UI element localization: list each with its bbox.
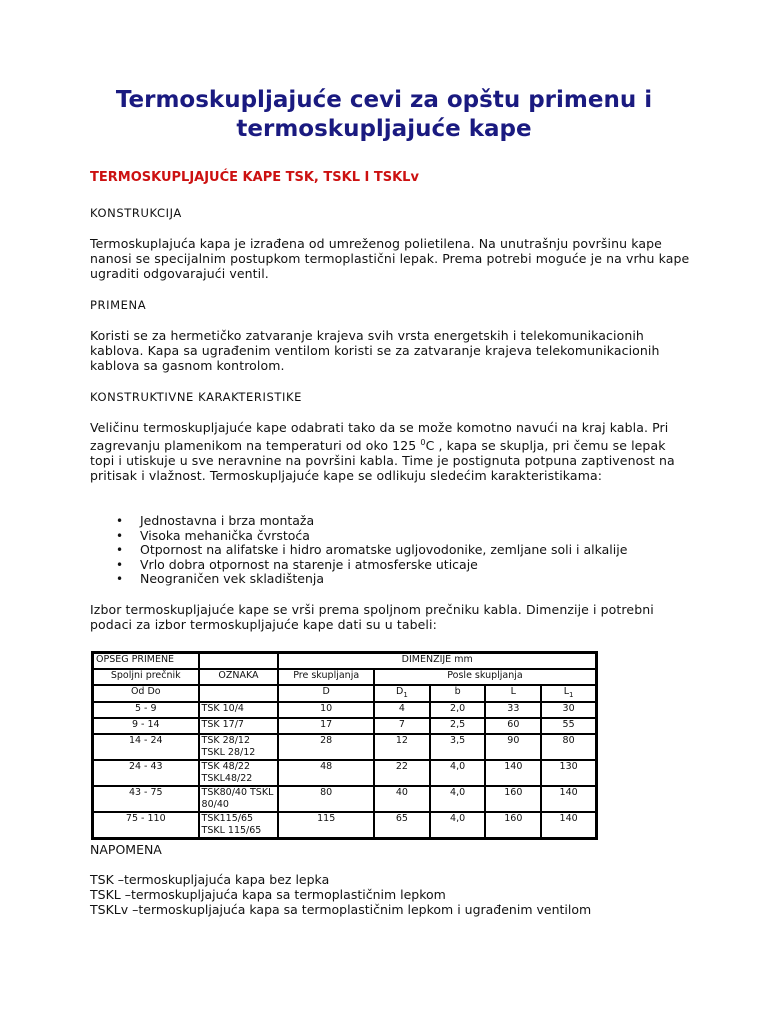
header-L: L (485, 685, 541, 702)
page-title (60, 86, 708, 144)
header-L1 (541, 685, 596, 702)
header-od-do: Od Do (93, 685, 199, 702)
header-pre: Pre skupljanja (278, 669, 374, 685)
cell-range: 43 - 75 (93, 786, 199, 812)
header-b: b (430, 685, 486, 702)
cell-l: 33 (485, 702, 541, 718)
cell-l1: 80 (541, 734, 596, 760)
header-D1-letter: D (395, 686, 404, 697)
cell-oznaka: TSK 48/22 TSKL48/22 (199, 760, 279, 786)
cell-d: 115 (278, 812, 374, 838)
dimensions-table (91, 651, 598, 840)
cell-b: 3,5 (430, 734, 486, 760)
cell-d1: 22 (374, 760, 430, 786)
cell-d: 48 (278, 760, 374, 786)
cell-d: 10 (278, 702, 374, 718)
cell-l1: 140 (541, 786, 596, 812)
cell-oznaka: TSK115/65 TSKL 115/65 (199, 812, 279, 838)
konstrukcija-heading: KONSTRUKCIJA (90, 206, 182, 220)
title-line-1: Termoskupljajuće cevi za opštu primenu i (115, 87, 653, 113)
table-row (93, 786, 596, 812)
cell-range: 24 - 43 (93, 760, 199, 786)
cell-d1: 12 (374, 734, 430, 760)
karakteristike-heading: KONSTRUKTIVNE KARAKTERISTIKE (90, 390, 302, 404)
section-title: TERMOSKUPLJAJUĆE KAPE TSK, TSKL I TSKLv (90, 170, 419, 185)
features-list (90, 514, 690, 587)
izbor-text: Izbor termoskupljajuće kape se vrši prema spoljnom prečniku kabla. Dimenzije i potrebni podaci za izbor termoskupljajuće kape dati su u tabeli: (90, 602, 654, 632)
degree-superscript: 0 (420, 438, 426, 447)
konstrukcija-text: Termoskuplajuća kapa je izrađena od umreženog polietilena. Na unutrašnju površinu kape nanosi se specijalnim postupkom termoplastični lepak. Prema potrebi moguće je na vrhu kape ugraditi odgovarajući ventil. (90, 236, 690, 281)
cell-l1: 30 (541, 702, 596, 718)
header-opseg: OPSEG PRIMENE (93, 653, 199, 669)
cell-range: 75 - 110 (93, 812, 199, 838)
primena-text: Koristi se za hermetičko zatvaranje krajeva svih vrsta energetskih i telekomunikacionih kablova. Kapa sa ugrađenim ventilom koristi se za zatvaranje krajeva telekomunikacionih kablova sa gasnom kontrolom. (90, 328, 660, 373)
cell-l1: 130 (541, 760, 596, 786)
header-oznaka: OZNAKA (199, 669, 279, 685)
cell-oznaka: TSK 28/12 TSKL 28/12 (199, 734, 279, 760)
header-spoljni: Spoljni prečnik (93, 669, 199, 685)
header-D1 (374, 685, 430, 702)
title-line-2: termoskupljajuće kape (236, 116, 532, 142)
cell-oznaka: TSK 17/7 (199, 718, 279, 734)
list-item: • Jednostavna i brza montaža (90, 514, 690, 529)
napomena-heading: NAPOMENA (90, 842, 162, 857)
header-dimenzije: DIMENZIJE mm (278, 653, 596, 669)
cell-range: 9 - 14 (93, 718, 199, 734)
header-D: D (278, 685, 374, 702)
cell-d1: 40 (374, 786, 430, 812)
cell-l1: 140 (541, 812, 596, 838)
primena-heading: PRIMENA (90, 298, 147, 312)
cell-b: 4,0 (430, 812, 486, 838)
napomena-line: TSKLv –termoskupljajuća kapa sa termoplastičnim lepkom i ugrađenim ventilom (90, 902, 592, 917)
header-L1-sub: 1 (569, 690, 574, 699)
cell-b: 4,0 (430, 760, 486, 786)
cell-oznaka: TSK80/40 TSKL 80/40 (199, 786, 279, 812)
cell-d: 17 (278, 718, 374, 734)
napomena-line: TSK –termoskupljajuća kapa bez lepka (90, 872, 330, 887)
cell-l1: 55 (541, 718, 596, 734)
cell-d1: 65 (374, 812, 430, 838)
list-item: • Visoka mehanička čvrstoća (90, 529, 690, 544)
table-row (93, 812, 596, 838)
header-D1-sub: 1 (403, 690, 408, 699)
header-L1-letter: L (563, 686, 570, 697)
cell-range: 5 - 9 (93, 702, 199, 718)
table-row (93, 734, 596, 760)
napomena-line: TSKL –termoskupljajuća kapa sa termoplastičnim lepkom (90, 887, 446, 902)
cell-l: 160 (485, 812, 541, 838)
cell-d1: 4 (374, 702, 430, 718)
cell-l: 60 (485, 718, 541, 734)
napomena-section (90, 842, 710, 917)
cell-l: 90 (485, 734, 541, 760)
header-posle: Posle skupljanja (374, 669, 596, 685)
table-body (93, 702, 596, 838)
karakteristike-text-part1: Veličinu termoskupljajuće kape odabrati tako da se može komotno navući na kraj kabla. Pri zagrevanju plamenikom na temperaturi od oko 125 (90, 420, 669, 454)
cell-l: 140 (485, 760, 541, 786)
cell-b: 4,0 (430, 786, 486, 812)
table-row (93, 702, 596, 718)
table-row (93, 760, 596, 786)
header-empty (199, 653, 279, 669)
cell-d: 28 (278, 734, 374, 760)
list-item: • Neograničen vek skladištenja (90, 572, 690, 587)
cell-d1: 7 (374, 718, 430, 734)
table-row (93, 718, 596, 734)
list-item: • Vrlo dobra otpornost na starenje i atmosferske uticaje (90, 558, 690, 573)
cell-range: 14 - 24 (93, 734, 199, 760)
list-item: • Otpornost na alifatske i hidro aromatske ugljovodonike, zemljane soli i alkalije (90, 543, 690, 558)
cell-oznaka: TSK 10/4 (199, 702, 279, 718)
karakteristike-text (90, 420, 690, 483)
cell-d: 80 (278, 786, 374, 812)
cell-b: 2,5 (430, 718, 486, 734)
cell-b: 2,0 (430, 702, 486, 718)
header-empty (199, 685, 279, 702)
karakteristike-text-part2: C , kapa se skuplja, pri čemu se lepak topi i utiskuje u sve neravnine na površini kabla. Time je postignuta potpuna zaptivenost na pritisak i vlažnost. Termoskupljajuće kape se odlikuju sledećim karakteristikama: (90, 438, 675, 484)
cell-l: 160 (485, 786, 541, 812)
